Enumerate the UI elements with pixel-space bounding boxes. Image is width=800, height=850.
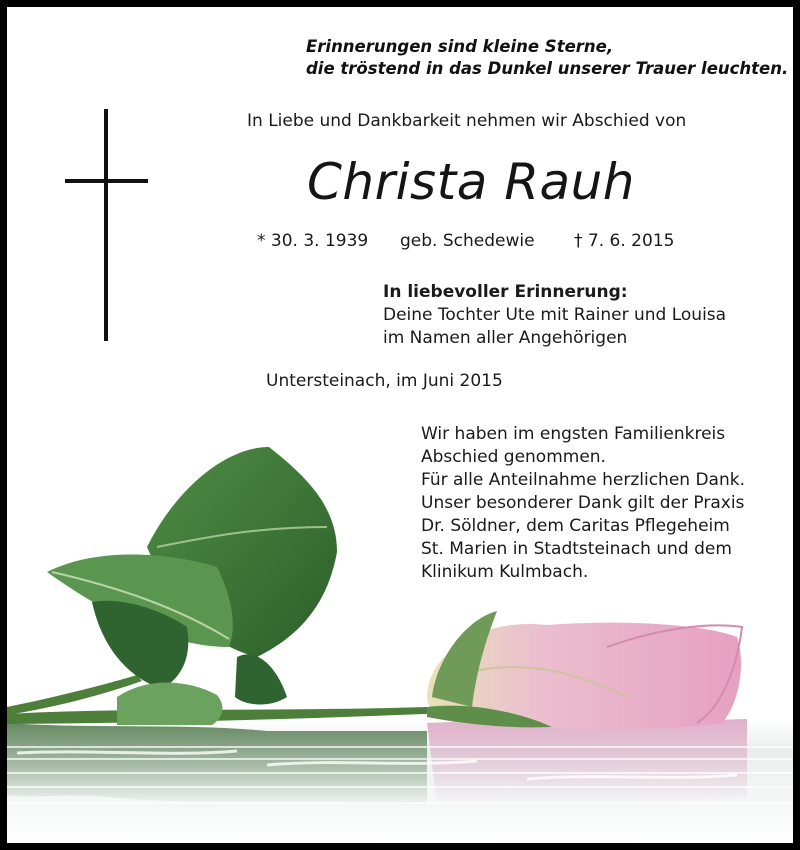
place-date: Untersteinach, im Juni 2015 bbox=[266, 371, 503, 391]
death-date: † 7. 6. 2015 bbox=[574, 231, 675, 251]
intro-line: In Liebe und Dankbarkeit nehmen wir Abschied von bbox=[247, 111, 687, 131]
thanks-line: Klinikum Kulmbach. bbox=[421, 562, 589, 582]
birth-date: * 30. 3. 1939 bbox=[257, 231, 369, 251]
remembrance-line: Deine Tochter Ute mit Rainer und Louisa bbox=[383, 305, 727, 325]
thanks-line: Wir haben im engsten Familienkreis bbox=[421, 424, 726, 444]
thanks-line: Unser besonderer Dank gilt der Praxis bbox=[421, 493, 745, 513]
thanks-line: Abschied genommen. bbox=[421, 447, 606, 467]
rose-bud bbox=[427, 611, 742, 729]
thanks-block bbox=[421, 423, 745, 584]
remembrance-heading: In liebevoller Erinnerung: bbox=[383, 282, 628, 302]
thanks-line: Dr. Söldner, dem Caritas Pflegeheim bbox=[421, 516, 730, 536]
thanks-line: Für alle Anteilnahme herzlichen Dank. bbox=[421, 470, 745, 490]
motto-line: Erinnerungen sind kleine Sterne, bbox=[306, 37, 614, 56]
remembrance-block bbox=[383, 281, 726, 350]
motto-line: die tröstend in das Dunkel unserer Trauer leuchten. bbox=[306, 59, 789, 78]
maiden-name: geb. Schedewie bbox=[400, 231, 535, 251]
deceased-name: Christa Rauh bbox=[307, 153, 635, 211]
remembrance-line: im Namen aller Angehörigen bbox=[383, 328, 628, 348]
thanks-line: St. Marien in Stadtsteinach und dem bbox=[421, 539, 732, 559]
water-reflection bbox=[7, 719, 793, 807]
rose-leaves bbox=[47, 447, 337, 725]
motto bbox=[306, 36, 789, 80]
